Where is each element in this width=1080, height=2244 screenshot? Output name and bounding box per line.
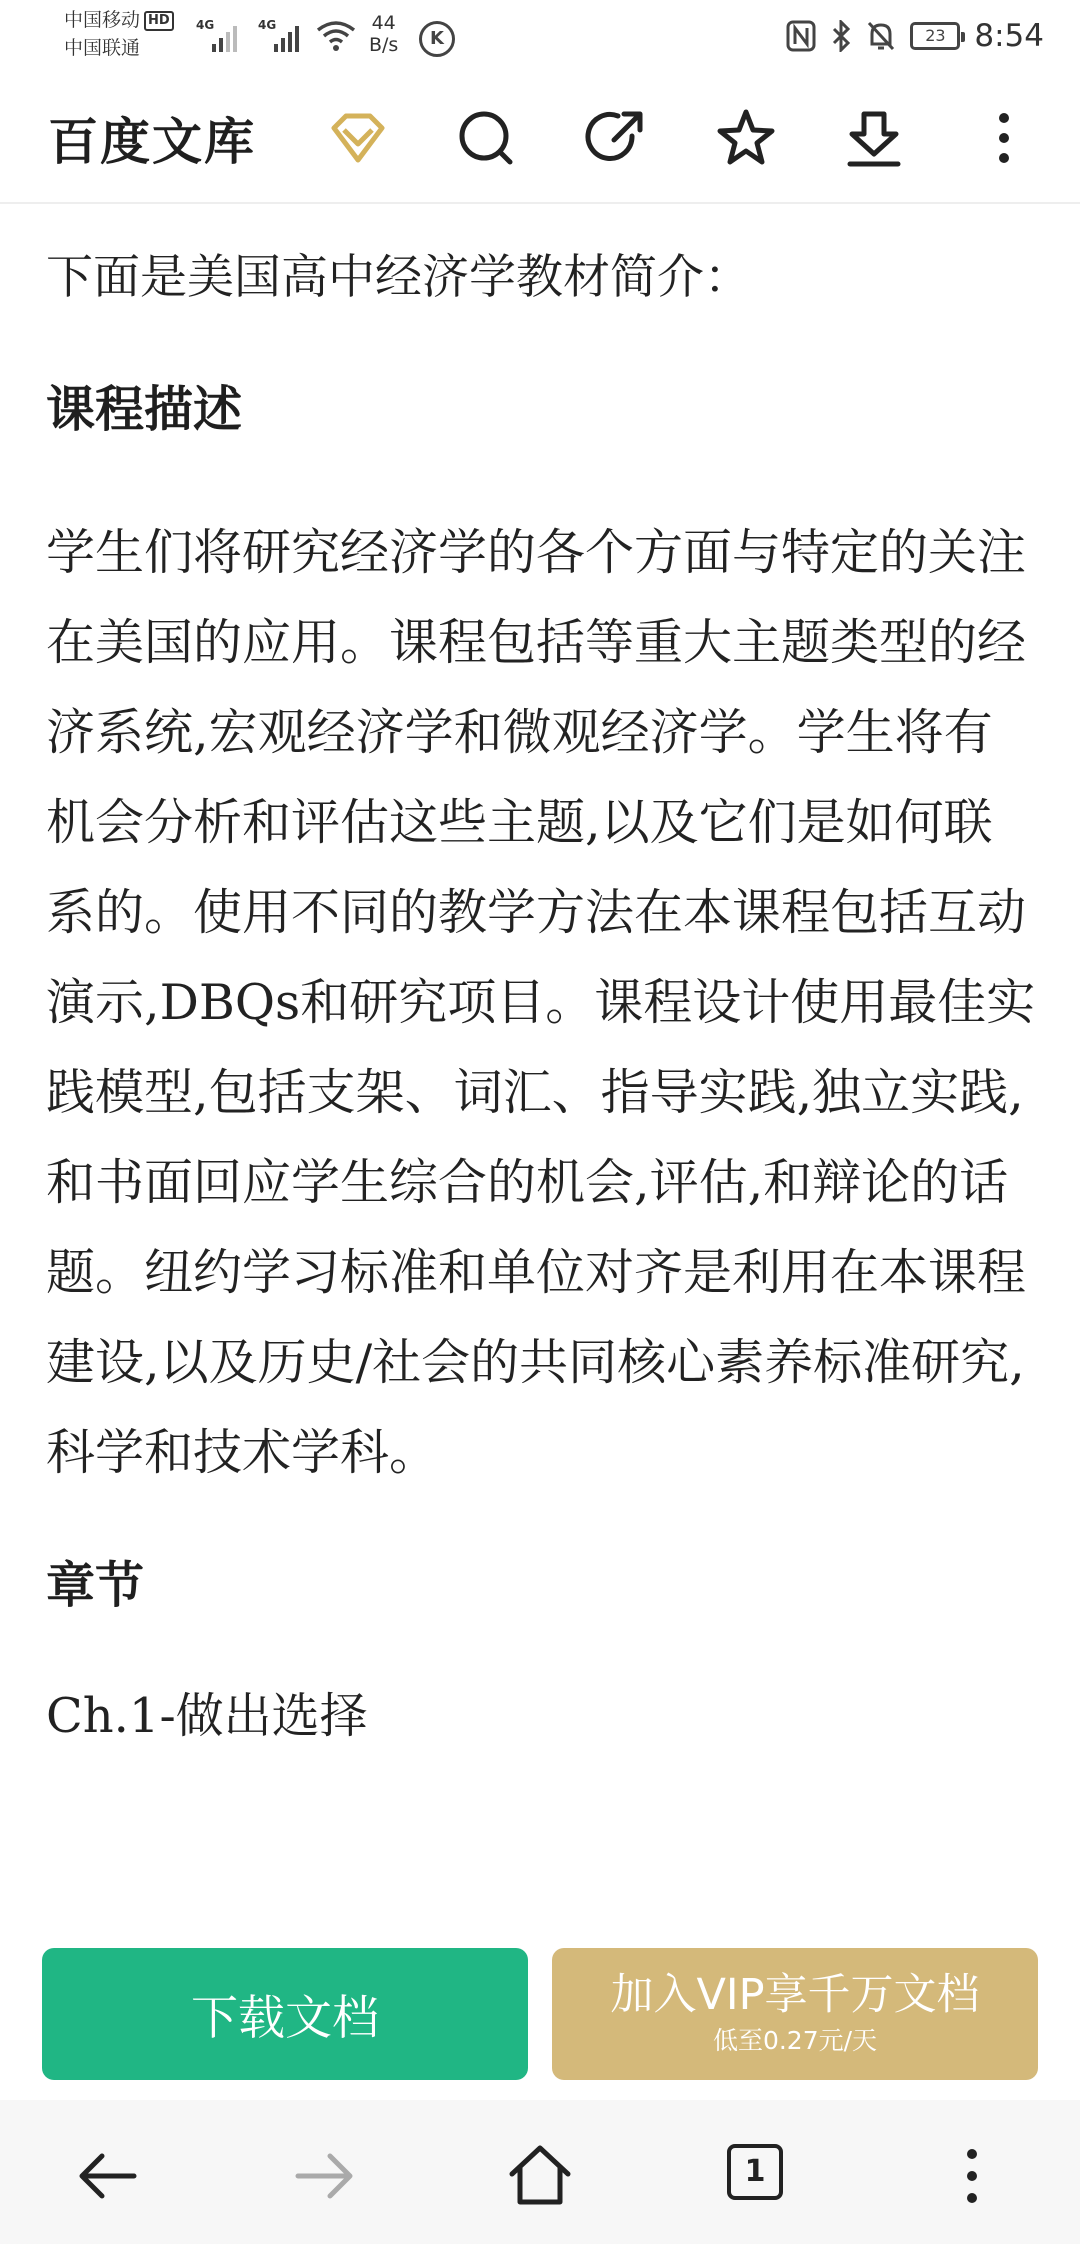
- intro-text: 下面是美国高中经济学教材简介：: [46, 250, 751, 305]
- chapter-item: Ch.1-做出选择: [46, 1688, 368, 1744]
- bluetooth-icon: [830, 20, 852, 52]
- hd-badge: HD: [144, 11, 174, 31]
- course-description-heading: 课程描述: [46, 381, 243, 438]
- action-bar: [0, 1944, 1080, 2076]
- back-arrow-icon[interactable]: [74, 2142, 142, 2210]
- star-icon[interactable]: [714, 106, 778, 170]
- more-menu-icon[interactable]: [938, 2142, 1006, 2210]
- tabs-icon[interactable]: 1: [727, 2144, 783, 2200]
- k-app-icon: K: [419, 21, 455, 57]
- carrier-info: [64, 6, 174, 62]
- clock: 8:54: [974, 18, 1044, 54]
- wifi-icon: [316, 20, 356, 52]
- course-description-text: 学生们将研究经济学的各个方面与特定的关注在美国的应用。课程包括等重大主题类型的经济系统,宏观经济学和微观经济学。学生将有机会分析和评估这些主题,以及它们是如何联系的。使用不同的教学方法在本课程包括互动演示,DBQs和研究项目。课程设计使用最佳实践模型,包括支架、词汇、指导实践,独立实践,和书面回应学生综合的机会,评估,和辩论的话题。纽约学习标准和单位对齐是利用在本课程建设,以及历史/社会的共同核心素养标准研究,科学和技术学科。: [46, 524, 1036, 1481]
- battery-icon: 23: [910, 22, 960, 50]
- status-right: [786, 16, 1044, 56]
- share-icon[interactable]: [584, 106, 648, 170]
- more-icon[interactable]: [972, 106, 1036, 170]
- download-document-label: 下载文档: [191, 1990, 379, 2046]
- mute-bell-icon: [866, 20, 896, 52]
- carrier-2: 中国联通: [64, 37, 141, 59]
- app-logo[interactable]: 百度文库: [48, 113, 256, 171]
- vip-price-label: 低至0.27元/天: [712, 2026, 878, 2055]
- network-speed: 44 B/s: [369, 12, 399, 56]
- status-bar: 中国移动 HD 中国联通 4G 4G 44 B/s K 23 8:54: [0, 0, 1080, 72]
- download-icon[interactable]: [842, 106, 906, 170]
- join-vip-label: 加入VIP享千万文档: [610, 1970, 980, 2020]
- forward-arrow-icon[interactable]: [290, 2142, 358, 2210]
- diamond-vip-icon[interactable]: [326, 106, 390, 170]
- bottom-nav: [0, 2100, 1080, 2244]
- document-content: [46, 230, 1036, 1764]
- carrier-1: 中国移动: [64, 9, 141, 31]
- home-icon[interactable]: [506, 2142, 574, 2210]
- app-toolbar: [0, 72, 1080, 204]
- search-icon[interactable]: [454, 106, 518, 170]
- download-document-button[interactable]: [42, 1948, 528, 2080]
- chapters-heading: 章节: [46, 1557, 145, 1614]
- nfc-icon: [786, 20, 816, 52]
- join-vip-button[interactable]: [552, 1948, 1038, 2080]
